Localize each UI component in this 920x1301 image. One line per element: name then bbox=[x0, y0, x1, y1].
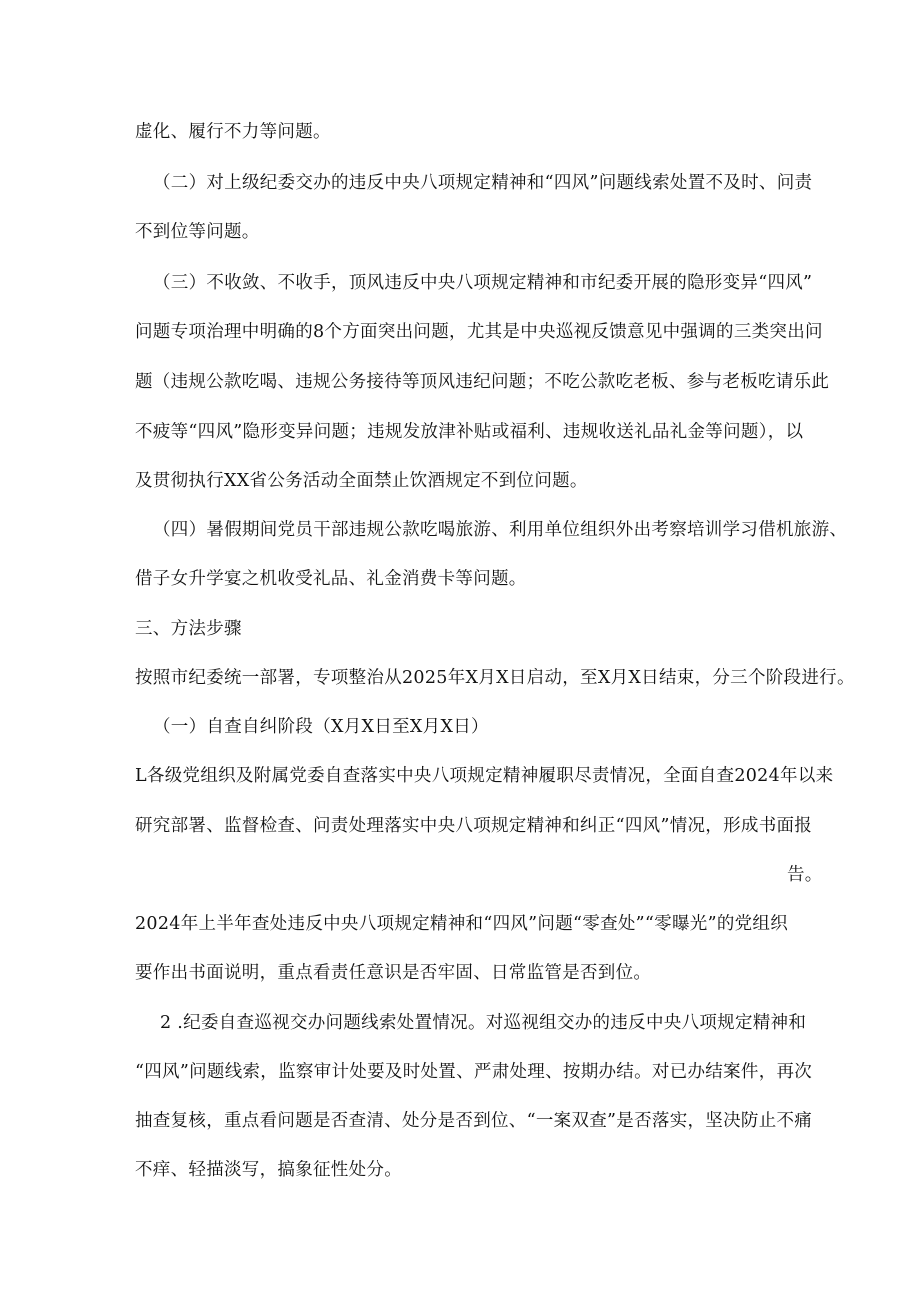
paragraph-line: 虚化、履行不力等问题。 bbox=[135, 122, 331, 142]
paragraph-line: （二）对上级纪委交办的违反中央八项规定精神和“四风”问题线索处置不及时、问责 bbox=[153, 173, 813, 193]
section-heading: 三、方法步骤 bbox=[135, 619, 242, 639]
paragraph-line: （四）暑假期间党员干部违规公款吃喝旅游、利用单位组织外出考察培训学习借机旅游、 bbox=[153, 520, 848, 540]
subsection-heading: （一）自查自纠阶段（X月X日至X月X日） bbox=[153, 717, 489, 737]
paragraph-line: 借子女升学宴之机收受礼品、礼金消费卡等问题。 bbox=[135, 569, 527, 589]
paragraph-line: 题（违规公款吃喝、违规公务接待等顶风违纪问题；不吃公款吃老板、参与老板吃请乐此 bbox=[135, 372, 830, 392]
paragraph-line: “四风”问题线索，监察审计处要及时处置、严肃处理、按期办结。对已办结案件，再次 bbox=[135, 1062, 813, 1082]
paragraph-line: 不疲等“四风”隐形变异问题；违规发放津补贴或福利、违规收送礼品礼金等问题），以 bbox=[135, 422, 804, 442]
paragraph-line: 及贯彻执行XX省公务活动全面禁止饮酒规定不到位问题。 bbox=[135, 471, 588, 491]
paragraph-line: L各级党组织及附属党委自查落实中央八项规定精神履职尽责情况，全面自查2024年以来 bbox=[135, 766, 834, 786]
paragraph-line: （三）不收敛、不收手，顶风违反中央八项规定精神和市纪委开展的隐形变异“四风” bbox=[153, 273, 813, 293]
paragraph-line: 不到位等问题。 bbox=[135, 222, 260, 242]
paragraph-line: 要作出书面说明，重点看责任意识是否牢固、日常监管是否到位。 bbox=[135, 963, 652, 983]
paragraph-line: 抽查复核，重点看问题是否查清、处分是否到位、“一案双查”是否落实，坚决防止不痛 bbox=[135, 1111, 813, 1131]
paragraph-line: 不痒、轻描淡写，搞象征性处分。 bbox=[135, 1160, 402, 1180]
paragraph-line: 2024年上半年查处违反中央八项规定精神和“四风”问题“零查处”“零曝光”的党组织 bbox=[135, 914, 789, 934]
paragraph-line: 2 .纪委自查巡视交办问题线索处置情况。对巡视组交办的违反中央八项规定精神和 bbox=[160, 1013, 807, 1033]
paragraph-line: 按照市纪委统一部署，专项整治从2025年X月X日启动，至X月X日结束，分三个阶段进行。 bbox=[135, 668, 855, 688]
paragraph-line: 问题专项治理中明确的8个方面突出问题，尤其是中央巡视反馈意见中强调的三类突出问 bbox=[135, 322, 823, 342]
paragraph-line: 研究部署、监督检查、问责处理落实中央八项规定精神和纠正“四风”情况，形成书面报 bbox=[135, 816, 813, 836]
paragraph-line: 告。 bbox=[787, 865, 823, 885]
